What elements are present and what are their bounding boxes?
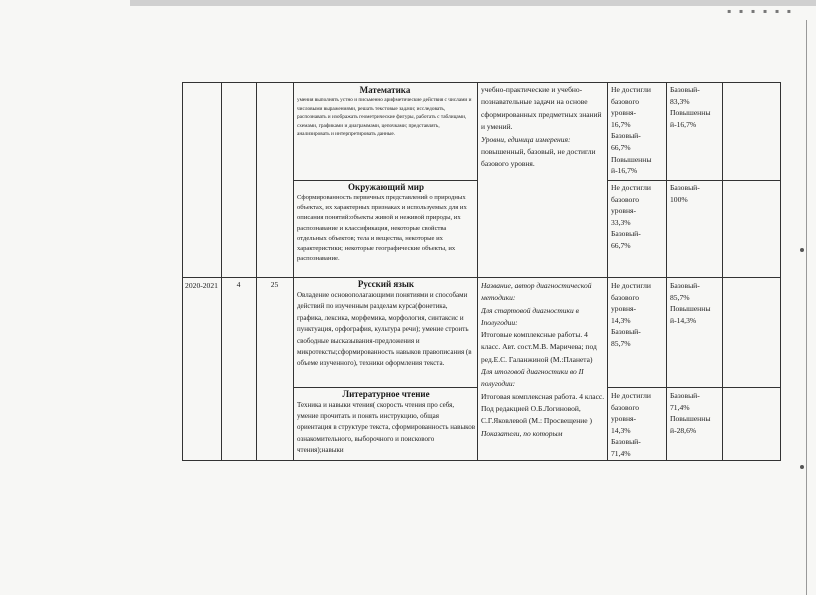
result-line: 100%: [670, 194, 688, 204]
result-line: базового: [611, 292, 640, 302]
literature-end-results: [670, 390, 722, 436]
method-start-text: Итоговые комплексные работы. 4 класс. Авт. сост.М.В. Маричева; под ред.Е.С. Галанжиной (М.:Планета): [481, 330, 597, 364]
result-line: Повышенны: [611, 154, 652, 164]
literature-start-results: [611, 390, 665, 460]
math-cell: [297, 85, 473, 139]
result-line: Не достигли: [611, 281, 651, 290]
result-line: й-16,7%: [611, 166, 638, 176]
result-line: Не достигли: [611, 183, 651, 192]
result-line: 33,3%: [611, 217, 631, 227]
math-end-results: [670, 84, 722, 130]
result-line: Базовый-: [611, 437, 641, 447]
result-line: уровня-: [611, 206, 637, 216]
result-line: 85,7%: [611, 338, 631, 348]
result-line: уровня-: [611, 304, 637, 314]
method-final-label: Для итоговой диагностики во II полугодии:: [481, 367, 584, 389]
method-continued-text: учебно-практические и учебно-познавательные задачи на основе сформированных предметных знаний и умений.: [481, 85, 602, 132]
math-start-results: [611, 84, 665, 177]
russian-description: Овладение основополагающими понятиями и способами действий по изученным разделам курса(фонетика, графика, лексика, морфемика, морфология, синтаксис и пунктуация, орфография, культура речи); умение строить свободные высказывания-предложения и микротексты;сформированность навыков правописания (в объеме изученного), техники оформления текста.: [297, 291, 472, 368]
method-levels-text: повышенный, базовый, не достигли базового уровня.: [481, 147, 596, 169]
world-start-results: [611, 182, 665, 252]
result-line: Базовый-: [670, 183, 700, 192]
russian-start-results: [611, 280, 665, 350]
scan-edge-mark: [800, 465, 804, 469]
scan-binder-marks: ▪ ▪ ▪ ▪ ▪ ▪: [727, 8, 794, 15]
result-line: Базовый-: [611, 131, 641, 141]
result-line: базового: [611, 402, 640, 412]
result-line: 16,7%: [611, 119, 631, 129]
result-line: базового: [611, 194, 640, 204]
result-line: Повышенны: [670, 108, 711, 118]
result-line: Базовый-: [670, 85, 700, 94]
math-description: умения выполнять устно и письменно арифметические действия с числами и числовыми выражениями, решать текстовые задачи; исследовать, распознавать и изображать геометрические фигуры, работать с таблицами, схемами, графиками и диаграммами, цепочками; представлять, анализировать и интерпретировать данные.: [297, 97, 472, 138]
method-title: Название, автор диагностической методики:: [481, 281, 592, 303]
result-line: Не достигли: [611, 85, 651, 94]
result-line: уровня-: [611, 414, 637, 424]
result-line: 66,7%: [611, 142, 631, 152]
scan-page-edge: [806, 20, 807, 595]
grade: 4: [236, 280, 241, 289]
literature-title: Литературное чтение: [342, 389, 430, 399]
result-line: 71,4%: [670, 402, 690, 412]
result-line: базового: [611, 96, 640, 106]
result-line: Повышенны: [670, 304, 711, 314]
method-indicators-label: Показатели, по которым: [481, 428, 563, 438]
math-title: Математика: [359, 85, 411, 95]
scan-top-shadow: [130, 0, 816, 6]
world-end-results: [670, 182, 722, 205]
method-cell: [481, 280, 605, 460]
result-line: Базовый-: [670, 391, 700, 400]
result-line: 14,3%: [611, 315, 631, 325]
russian-title: Русский язык: [357, 279, 415, 289]
result-line: й-16,7%: [670, 119, 697, 129]
result-line: 66,7%: [611, 240, 631, 250]
method-cell-continued: [481, 84, 605, 171]
result-line: 14,3%: [611, 425, 631, 435]
method-start-label: Для стартовой диагностики в Iполугодии:: [481, 305, 579, 327]
result-line: Базовый-: [611, 229, 641, 239]
result-line: Базовый-: [670, 281, 700, 290]
result-line: 83,3%: [670, 96, 690, 106]
school-year: 2020-2021: [185, 281, 218, 290]
literature-cell: [297, 389, 475, 459]
method-levels-label: Уровни, единица измерения:: [481, 134, 571, 144]
method-final-text: Итоговая комплексная работа. 4 класс. Под редакцией О.Б.Логиновой, С.Г.Яковлевой (М.: Просвещение ): [481, 391, 605, 426]
result-line: й-14,3%: [670, 315, 697, 325]
world-title: Окружающий мир: [348, 182, 424, 192]
russian-cell: [297, 279, 475, 370]
result-line: Не достигли: [611, 391, 651, 400]
result-line: Повышенны: [670, 414, 711, 424]
result-line: й-28,6%: [670, 425, 697, 435]
result-line: 85,7%: [670, 292, 690, 302]
world-cell: [297, 182, 475, 264]
result-line: 71,4%: [611, 448, 631, 458]
literature-description: Техника и навыки чтения( скорость чтения про себя, умение прочитать и понять инструкцию, общая ориентация в структуре текста, сформированность навыков ознакомительного, выборочного и поискового чтения);навыки: [297, 401, 475, 454]
result-line: уровня-: [611, 108, 637, 118]
russian-end-results: [670, 280, 722, 326]
student-count: 25: [270, 280, 279, 289]
world-description: Сформированность первичных представлений о природных объектах, их характерных признаках и используемых для их описания понятий:объекты живой и неживой природы, их распознавание и классификация, некоторые свойства отдельных объектов; тела и вещества, некоторые их характеристики; некоторые географические объекты, их распознавание.: [297, 194, 467, 263]
scan-edge-mark: [800, 248, 804, 252]
result-line: Базовый-: [611, 327, 641, 337]
